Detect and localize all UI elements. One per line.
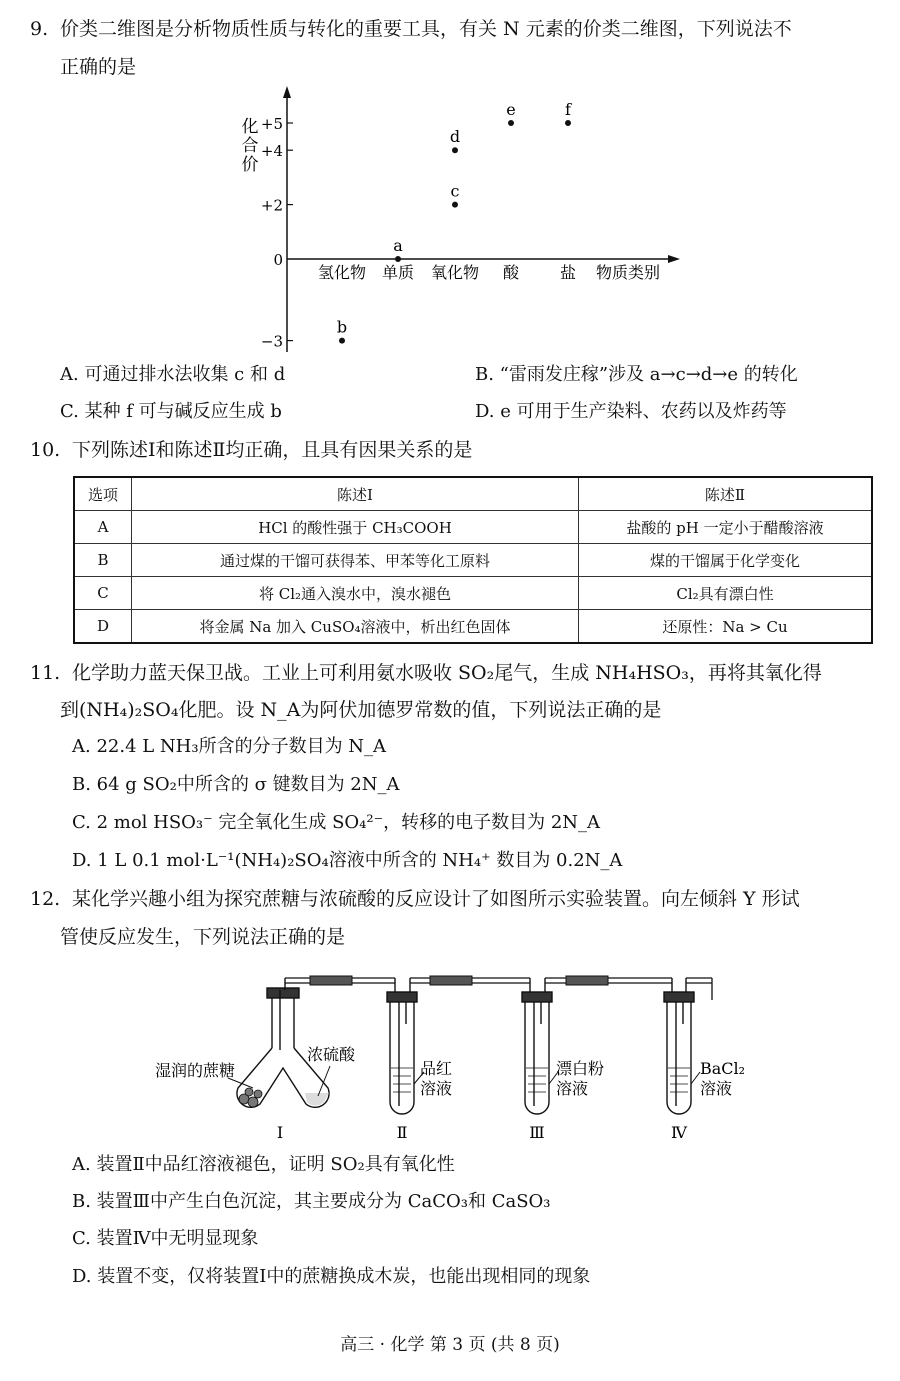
q12-option-c[interactable]: C. 装置Ⅳ中无明显现象 — [72, 1228, 259, 1249]
label-roman-IV: Ⅳ — [671, 1123, 687, 1142]
table-row — [74, 544, 872, 577]
test-tube-III — [522, 978, 552, 1114]
q12-option-b[interactable]: B. 装置Ⅲ中产生白色沉淀，其主要成分为 CaCO₃和 CaSO₃ — [72, 1191, 551, 1212]
q9-stem-line1: 价类二维图是分析物质性质与转化的重要工具，有关 N 元素的价类二维图，下列说法不 — [60, 18, 792, 40]
label-roman-I: Ⅰ — [276, 1123, 284, 1142]
point-label-a: a — [393, 236, 403, 255]
q12-stem-line2: 管使反应发生，下列说法正确的是 — [60, 926, 346, 948]
table-row — [74, 610, 872, 644]
label-bacl2-2: 溶液 — [700, 1079, 733, 1098]
q9-stem-line2: 正确的是 — [60, 56, 137, 78]
test-tube-II — [387, 978, 417, 1114]
table-header-s2: 陈述Ⅱ — [579, 477, 873, 511]
label-bacl2-1: BaCl₂ — [700, 1059, 746, 1078]
q11-stem-line2: 到(NH₄)₂SO₄化肥。设 N_A为阿伏加德罗常数的值，下列说法正确的是 — [60, 699, 662, 721]
table-header-option: 选项 — [74, 477, 132, 511]
y-axis-label-char: 化 — [241, 117, 259, 137]
point-label-e: e — [506, 100, 516, 119]
q9-option-d[interactable]: D. e 可用于生产染料、农药以及炸药等 — [475, 401, 787, 422]
q11-option-c[interactable]: C. 2 mol HSO₃⁻ 完全氧化生成 SO₄²⁻，转移的电子数目为 2N_A — [72, 812, 601, 833]
y-tick-label: +4 — [260, 142, 283, 161]
liquid-III — [526, 1068, 548, 1092]
row-statement-2: 煤的干馏属于化学变化 — [579, 544, 873, 577]
y-tick-label: 0 — [273, 251, 283, 269]
q10-number: 10. — [30, 439, 61, 461]
point-label-f: f — [565, 100, 571, 119]
point-label-d: d — [449, 127, 461, 147]
q10-stem: 下列陈述Ⅰ和陈述Ⅱ均正确，且具有因果关系的是 — [72, 439, 473, 461]
y-axis-label-char: 价 — [241, 155, 259, 175]
point-a — [395, 256, 401, 262]
row-key: B — [74, 544, 132, 577]
table-row — [74, 577, 872, 610]
row-statement-2: 盐酸的 pH 一定小于醋酸溶液 — [579, 511, 873, 544]
q10-table — [73, 476, 873, 644]
row-statement-2: Cl₂具有漂白性 — [579, 577, 873, 610]
label-roman-III: Ⅲ — [529, 1123, 545, 1142]
sugar-lumps — [239, 1088, 262, 1107]
point-c — [452, 202, 458, 208]
q9-number: 9. — [30, 18, 49, 40]
row-statement-2: 还原性：Na > Cu — [579, 610, 873, 644]
point-d — [452, 147, 458, 153]
label-bleach-1: 漂白粉 — [556, 1059, 605, 1078]
row-statement-1: HCl 的酸性强于 CH₃COOH — [132, 511, 579, 544]
y-tick-label: +5 — [260, 115, 283, 133]
row-statement-1: 将 Cl₂通入溴水中，溴水褪色 — [132, 577, 579, 610]
rubber-connectors — [310, 976, 608, 985]
row-key: D — [74, 610, 132, 644]
x-axis-label: 物质类别 — [595, 263, 661, 282]
row-key: A — [74, 511, 132, 544]
q9-option-c[interactable]: C. 某种 f 可与碱反应生成 b — [60, 401, 282, 422]
q11-stem-line1: 化学助力蓝天保卫战。工业上可利用氨水吸收 SO₂尾气，生成 NH₄HSO₃，再将其氧化得 — [72, 662, 822, 684]
label-acid: 浓硫酸 — [307, 1045, 356, 1064]
y-tick-label: +2 — [260, 196, 283, 215]
q12-option-a[interactable]: A. 装置Ⅱ中品红溶液褪色，证明 SO₂具有氧化性 — [72, 1154, 455, 1175]
y-axis-label-char: 合 — [241, 136, 259, 156]
q11-number: 11. — [30, 662, 61, 684]
q12-number: 12. — [30, 888, 61, 910]
page-footer: 高三 · 化学 第 3 页 (共 8 页) — [340, 1335, 560, 1355]
acid-pointer — [318, 1066, 330, 1096]
row-statement-1: 通过煤的干馏可获得苯、甲苯等化工原料 — [132, 544, 579, 577]
table-row — [74, 511, 872, 544]
q9-option-b[interactable]: B. “雷雨发庄稼”涉及 a→c→d→e 的转化 — [475, 364, 798, 385]
label-pinred-2: 溶液 — [420, 1079, 453, 1098]
row-key: C — [74, 577, 132, 610]
liquid-IV — [668, 1068, 690, 1092]
label-pinred-1: 品红 — [420, 1059, 453, 1078]
point-e — [508, 120, 514, 126]
q12-option-d[interactable]: D. 装置不变，仅将装置Ⅰ中的蔗糖换成木炭，也能出现相同的现象 — [72, 1266, 591, 1287]
test-tube-IV — [664, 978, 694, 1114]
row-statement-1: 将金属 Na 加入 CuSO₄溶液中，析出红色固体 — [132, 610, 579, 644]
label-roman-II: Ⅱ — [396, 1123, 408, 1142]
label-sugar: 湿润的蔗糖 — [155, 1061, 236, 1080]
q11-option-b[interactable]: B. 64 g SO₂中所含的 σ 键数目为 2N_A — [72, 774, 400, 795]
x-category-label: 氧化物 — [430, 263, 480, 282]
q11-option-a[interactable]: A. 22.4 L NH₃所含的分子数目为 N_A — [72, 736, 387, 757]
point-f — [565, 120, 571, 126]
y-tube-I — [237, 978, 329, 1107]
apparatus-diagram — [0, 960, 900, 1150]
table-header-s1: 陈述Ⅰ — [132, 477, 579, 511]
y-tick-label: −3 — [260, 332, 283, 351]
point-label-c: c — [450, 181, 460, 201]
point-b — [339, 338, 345, 344]
x-axis-arrow — [668, 255, 680, 263]
x-category-label: 盐 — [559, 263, 577, 282]
x-category-label: 单质 — [381, 263, 415, 282]
point-label-b: b — [336, 317, 348, 337]
q9-option-a[interactable]: A. 可通过排水法收集 c 和 d — [60, 364, 286, 385]
y-axis-arrow — [283, 86, 291, 98]
label-bleach-2: 溶液 — [556, 1079, 589, 1098]
q12-stem-line1: 某化学兴趣小组为探究蔗糖与浓硫酸的反应设计了如图所示实验装置。向左倾斜 Y 形试 — [72, 888, 800, 910]
liquid-II — [391, 1068, 413, 1092]
valence-class-chart — [0, 0, 900, 360]
x-category-label: 氢化物 — [317, 263, 367, 282]
q11-option-d[interactable]: D. 1 L 0.1 mol·L⁻¹(NH₄)₂SO₄溶液中所含的 NH₄⁺ 数目为 0.2N_A — [72, 850, 623, 871]
x-category-label: 酸 — [502, 263, 520, 282]
